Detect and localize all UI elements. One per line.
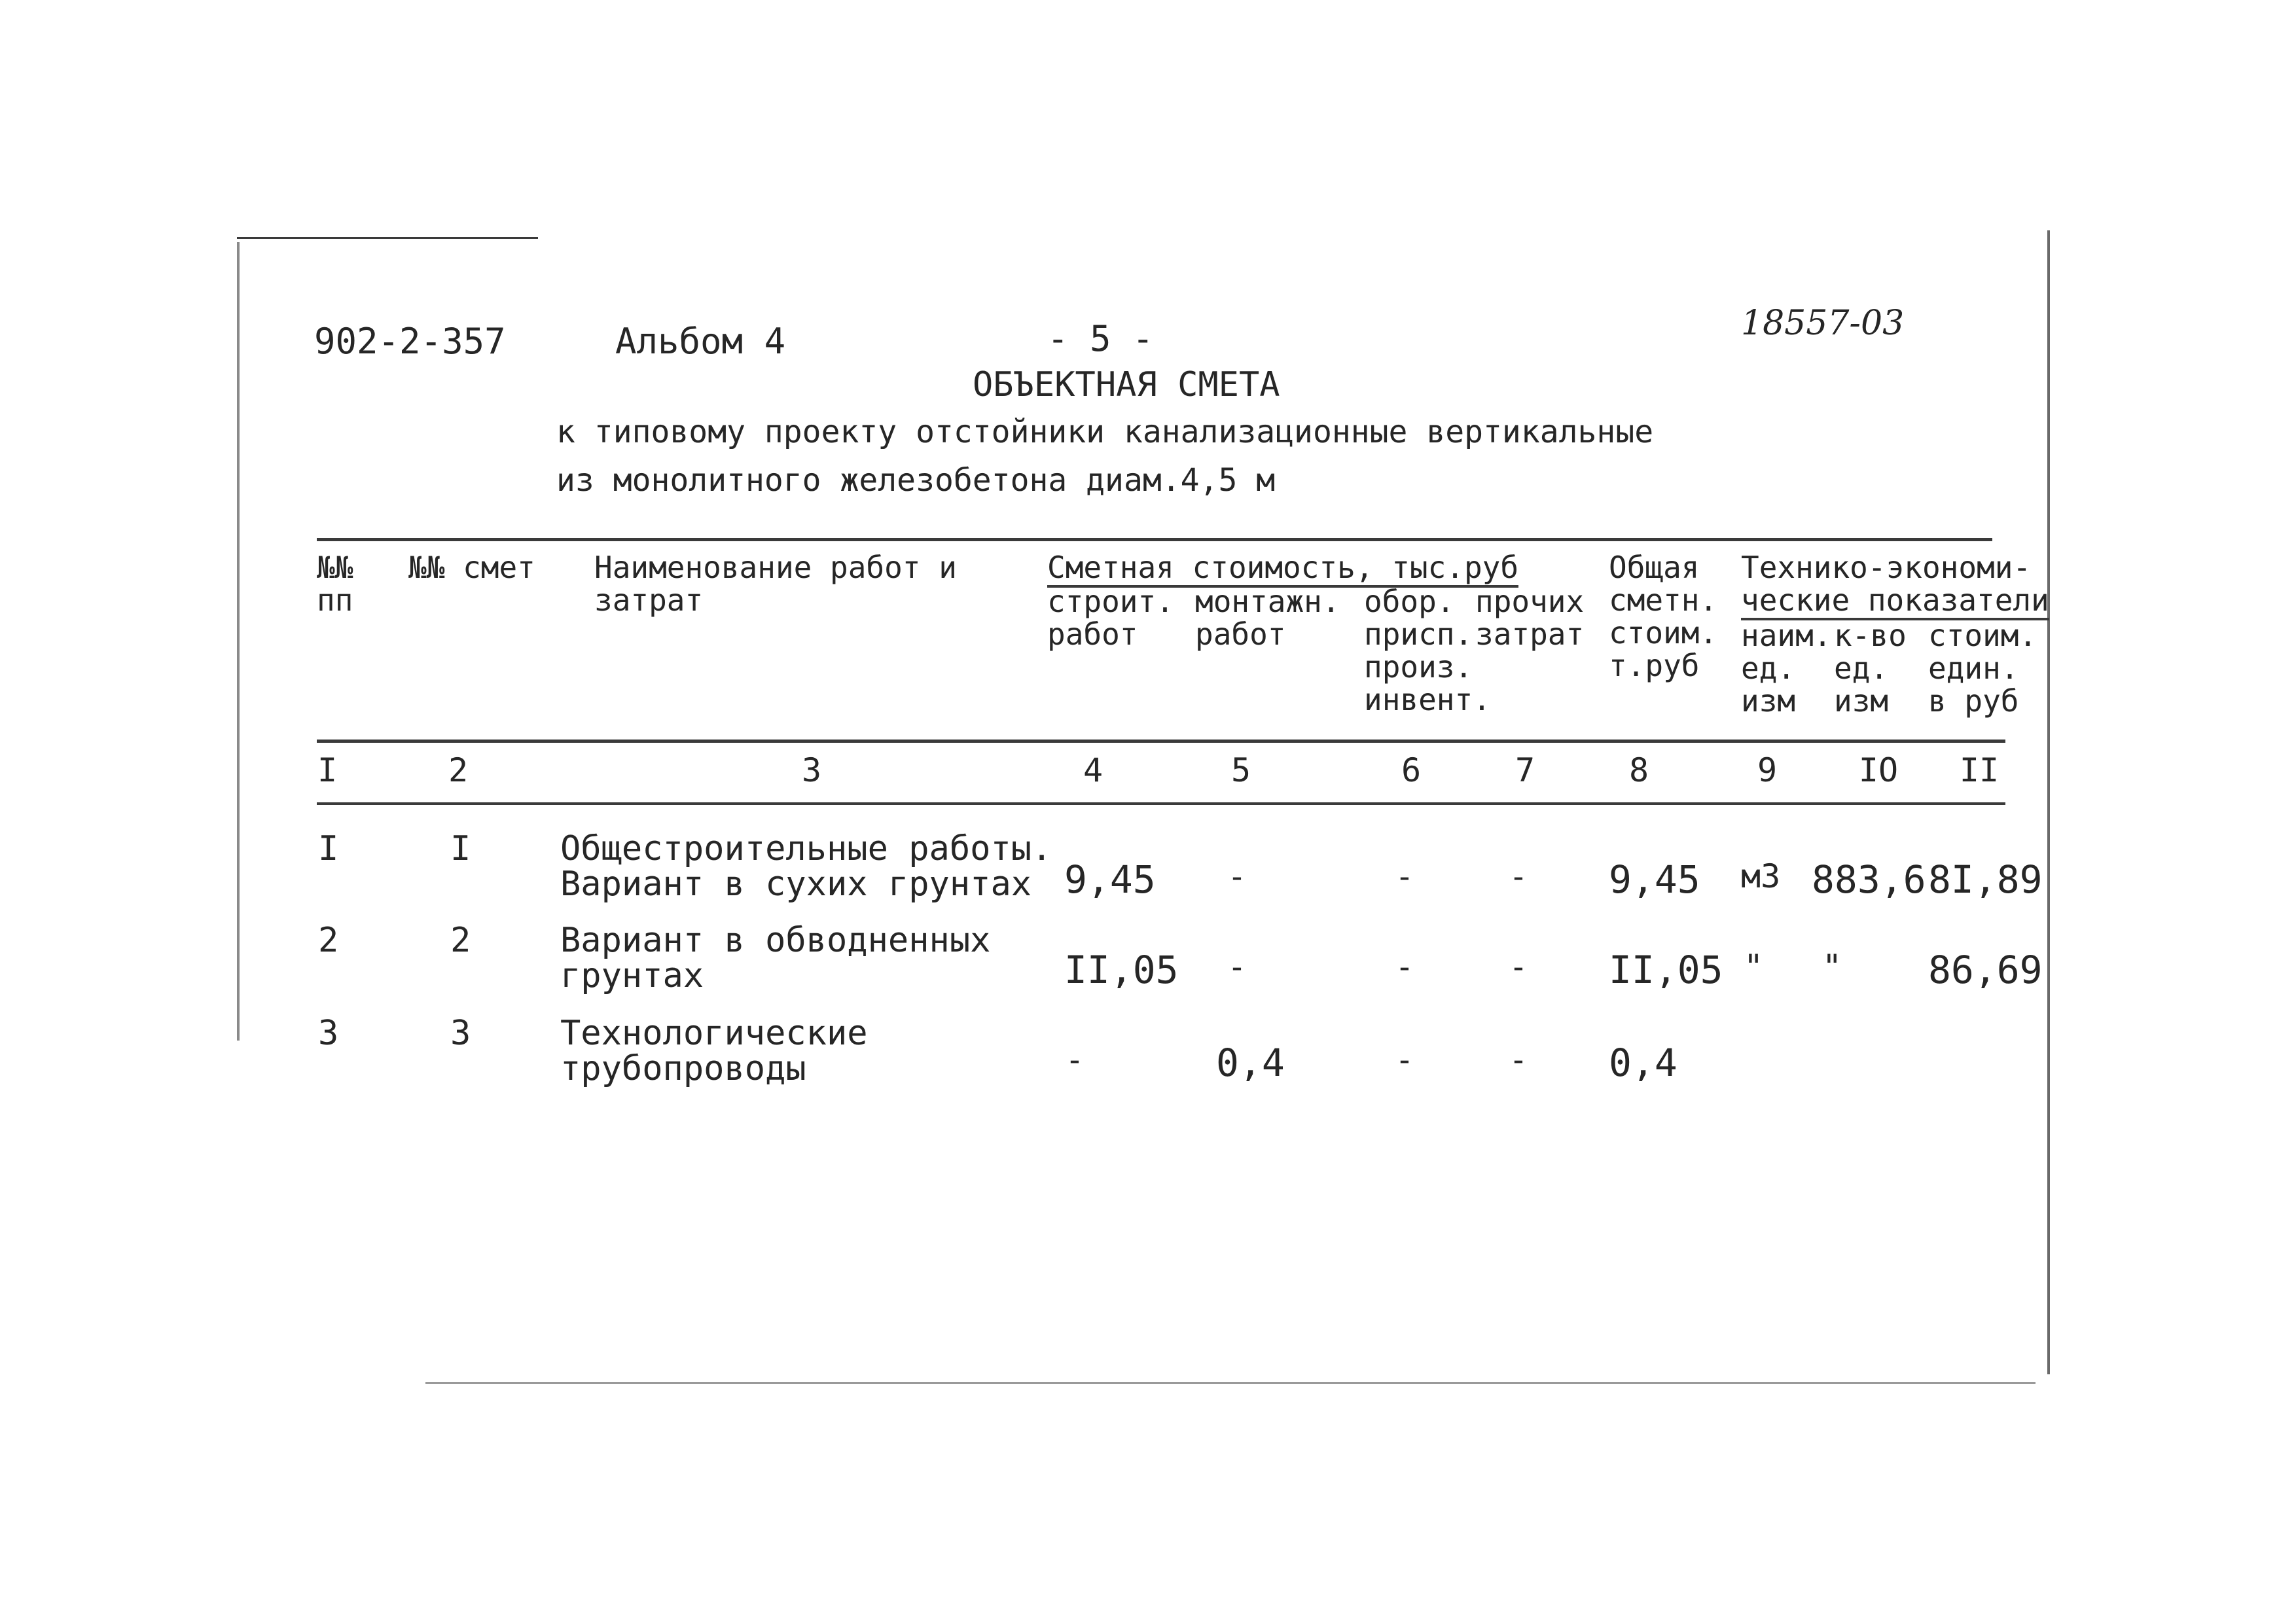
- row1-smeta: I: [450, 829, 471, 868]
- column-number-8: 8: [1628, 751, 1649, 789]
- frame-right-line: [2047, 230, 2050, 1374]
- table-header-rule: [317, 740, 2005, 743]
- header-num-pp: №№ пп: [317, 550, 353, 618]
- row1-total: 9,45: [1609, 857, 1700, 902]
- document-subtitle-line1: к типовому проекту отстойники канализационные вертикальные: [556, 414, 1654, 450]
- column-number-2: 2: [448, 751, 469, 789]
- row2-work-name: Вариант в обводненных грунтах: [560, 921, 991, 995]
- header-unit-name: наим. ед. изм: [1741, 618, 1832, 719]
- row2-other: -: [1509, 949, 1528, 986]
- row3-smeta: 3: [450, 1014, 471, 1053]
- row3-construction: -: [1065, 1042, 1085, 1079]
- row2-equipment: -: [1395, 949, 1414, 986]
- row3-work-name: Технологические трубопроводы: [560, 1014, 868, 1088]
- frame-bottom-line: [425, 1382, 2036, 1384]
- header-work-name: Наименование работ и затрат: [594, 550, 957, 618]
- header-num-smet: №№ смет: [408, 550, 535, 585]
- header-unit-qty: к-во ед. изм: [1834, 618, 1907, 719]
- project-code: 902-2-357: [314, 321, 506, 362]
- header-cost-group: Сметная стоимость, тыс.руб: [1047, 551, 1518, 588]
- header-tech-group: Технико-экономи- ческие показатели: [1741, 551, 2049, 620]
- column-number-4: 4: [1083, 751, 1103, 789]
- column-number-6: 6: [1401, 751, 1422, 789]
- row2-unit: ": [1744, 948, 1764, 986]
- header-total: Общая сметн. стоим. т.руб: [1609, 550, 1718, 683]
- header-installation: монтажн. работ: [1195, 584, 1340, 652]
- row2-construction: II,05: [1064, 948, 1179, 992]
- row3-installation: 0,4: [1216, 1041, 1285, 1085]
- row1-unit: м3: [1741, 857, 1781, 895]
- column-number-5: 5: [1230, 751, 1251, 789]
- column-number-1: I: [317, 751, 338, 789]
- table-colnum-rule: [317, 802, 2005, 805]
- row1-num: I: [318, 829, 339, 868]
- document-title: ОБЪЕКТНАЯ СМЕТА: [973, 365, 1280, 404]
- album-label: Альбом 4: [615, 321, 786, 362]
- header-equipment: обор. присп. произ. инвент.: [1364, 584, 1491, 717]
- frame-left-line: [237, 242, 240, 1041]
- header-other: прочих затрат: [1475, 584, 1585, 652]
- row1-unit-cost: 8I,89: [1928, 857, 2043, 902]
- column-number-11: II: [1959, 751, 2000, 789]
- column-number-10: IO: [1858, 751, 1899, 789]
- row2-smeta: 2: [450, 921, 471, 960]
- row1-work-name: Общестроительные работы. Вариант в сухих грунтах: [560, 829, 1052, 904]
- column-number-9: 9: [1757, 751, 1778, 789]
- row1-construction: 9,45: [1064, 857, 1156, 902]
- table-top-rule: [317, 538, 1992, 541]
- inventory-number: 18557-03: [1741, 304, 1905, 343]
- column-number-7: 7: [1515, 751, 1535, 789]
- row1-equipment: -: [1395, 859, 1414, 895]
- row3-num: 3: [318, 1014, 339, 1053]
- page-number: - 5 -: [1047, 318, 1154, 359]
- row2-installation: -: [1227, 949, 1247, 986]
- row2-num: 2: [318, 921, 339, 960]
- row2-quantity: ": [1822, 948, 1842, 986]
- row3-equipment: -: [1395, 1042, 1414, 1079]
- row1-other: -: [1509, 859, 1528, 895]
- row2-total: II,05: [1609, 948, 1723, 992]
- row1-installation: -: [1227, 859, 1247, 895]
- column-number-3: 3: [801, 751, 822, 789]
- frame-top-left-line: [237, 237, 538, 239]
- header-construction: строит. работ: [1047, 584, 1174, 652]
- document-subtitle-line2: из монолитного железобетона диам.4,5 м: [556, 462, 1276, 499]
- row3-total: 0,4: [1609, 1041, 1677, 1085]
- header-unit-cost: стоим. един. в руб: [1928, 618, 2037, 719]
- row1-quantity: 883,6: [1812, 857, 1926, 902]
- row2-unit-cost: 86,69: [1928, 948, 2043, 992]
- row3-other: -: [1509, 1042, 1528, 1079]
